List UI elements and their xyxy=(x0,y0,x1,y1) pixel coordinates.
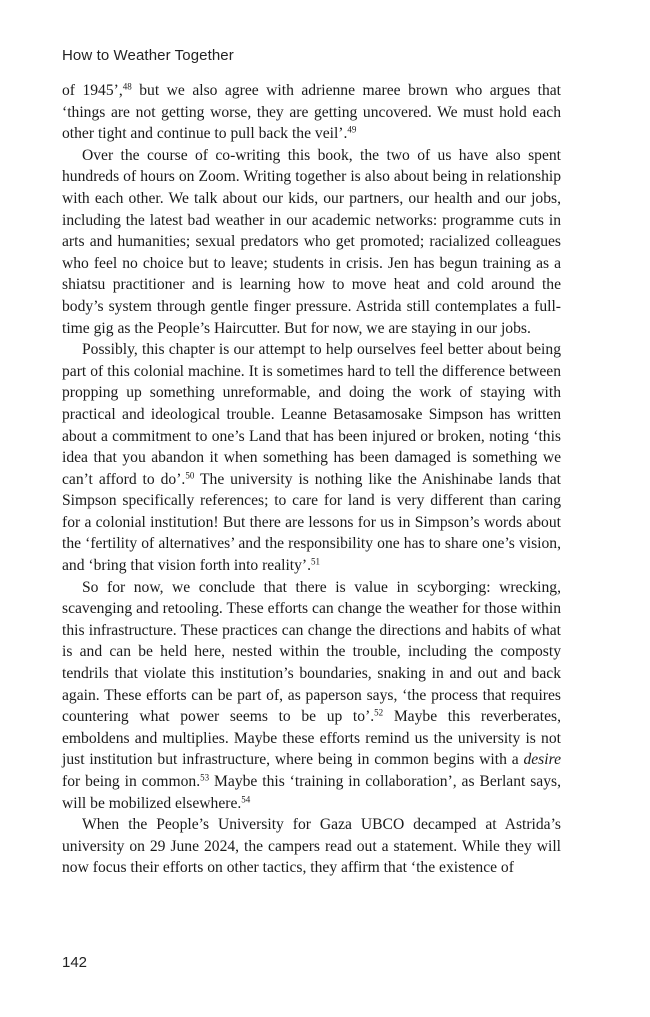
text-run: Over the course of co-writing this book, the two of us have also spent hundreds of hours on Zoom. Writing together is also about being in relationship with each other. We talk about our kids, our partners, our health and our jobs, including the latest bad weather in our academic networks: programme cuts in arts and humanities; sexual predators who get promoted; racialized colleagues who feel no choice but to leave; students in crisis. Jen has begun training as a shiatsu practitioner and is learning how to move heat and cold around the body’s system through gentle finger pressure. Astrida still contemplates a full-time gig as the People’s Haircutter. But for now, we are staying in our jobs. xyxy=(62,146,561,337)
paragraph xyxy=(62,80,561,145)
footnote-marker: 49 xyxy=(347,124,357,135)
text-run: Possibly, this chapter is our attempt to help ourselves feel better about being part of this colonial machine. It is sometimes hard to tell the difference between propping up something unreformable, and doing the work of staying with practical and ideological trouble. Leanne Betasamosake Simpson has written about a commitment to one’s Land that has been injured or broken, noting ‘this idea that you abandon it when something has been damaged is something we can’t afford to do’. xyxy=(62,341,561,488)
text-run: Maybe this ‘training in collaboration’, as Berlant says, will be mobilized elsewhere. xyxy=(62,773,561,812)
footnote-marker: 48 xyxy=(122,81,132,92)
running-head: How to Weather Together xyxy=(62,47,234,64)
paragraph xyxy=(62,339,561,577)
page-number: 142 xyxy=(62,954,88,971)
text-run: Maybe this reverberates, emboldens and multiplies. Maybe these efforts remind us the university is not just institution but infrastructure, where being in common begins with a xyxy=(62,708,561,769)
text-run: So for now, we conclude that there is value in scyborging: wrecking, scavenging and retooling. These efforts can change the weather for those within this infrastructure. These practices can change the directions and habits of what is and can be held here, nested within the trouble, including the composty tendrils that violate this institution’s boundaries, snaking in and out and back again. These efforts can be part of, as paperson says, ‘the process that requires countering what power seems to be up to’. xyxy=(62,578,561,726)
footnote-marker: 50 xyxy=(185,470,195,481)
text-run: When the People’s University for Gaza UBCO decamped at Astrida’s university on 29 June 2024, the campers read out a statement. While they will now focus their efforts on other tactics, they affirm that ‘the existence of xyxy=(62,816,561,877)
text-run: The university is nothing like the Anishinabe lands that Simpson specifically references; to care for land is very different than caring for a colonial institution! But there are lessons for us in Simpson’s words about the ‘fertility of alternatives’ and the responsibility one has to share one’s vision, and ‘bring that vision forth into reality’. xyxy=(62,470,561,575)
body-text xyxy=(62,80,561,879)
footnote-marker: 54 xyxy=(241,793,251,804)
paragraph xyxy=(62,145,561,339)
text-run: for being in common. xyxy=(62,773,201,790)
footnote-marker: 51 xyxy=(311,556,321,567)
paragraph xyxy=(62,814,561,879)
emphasis-text: desire xyxy=(523,751,561,769)
paragraph xyxy=(62,577,561,815)
footnote-marker: 53 xyxy=(200,772,210,783)
text-run: but we also agree with adrienne maree brown who argues that ‘things are not getting worse, they are getting uncovered. We must hold each other tight and continue to pull back the veil’. xyxy=(62,82,561,143)
footnote-marker: 52 xyxy=(374,707,384,718)
text-run: of 1945’, xyxy=(62,82,123,99)
